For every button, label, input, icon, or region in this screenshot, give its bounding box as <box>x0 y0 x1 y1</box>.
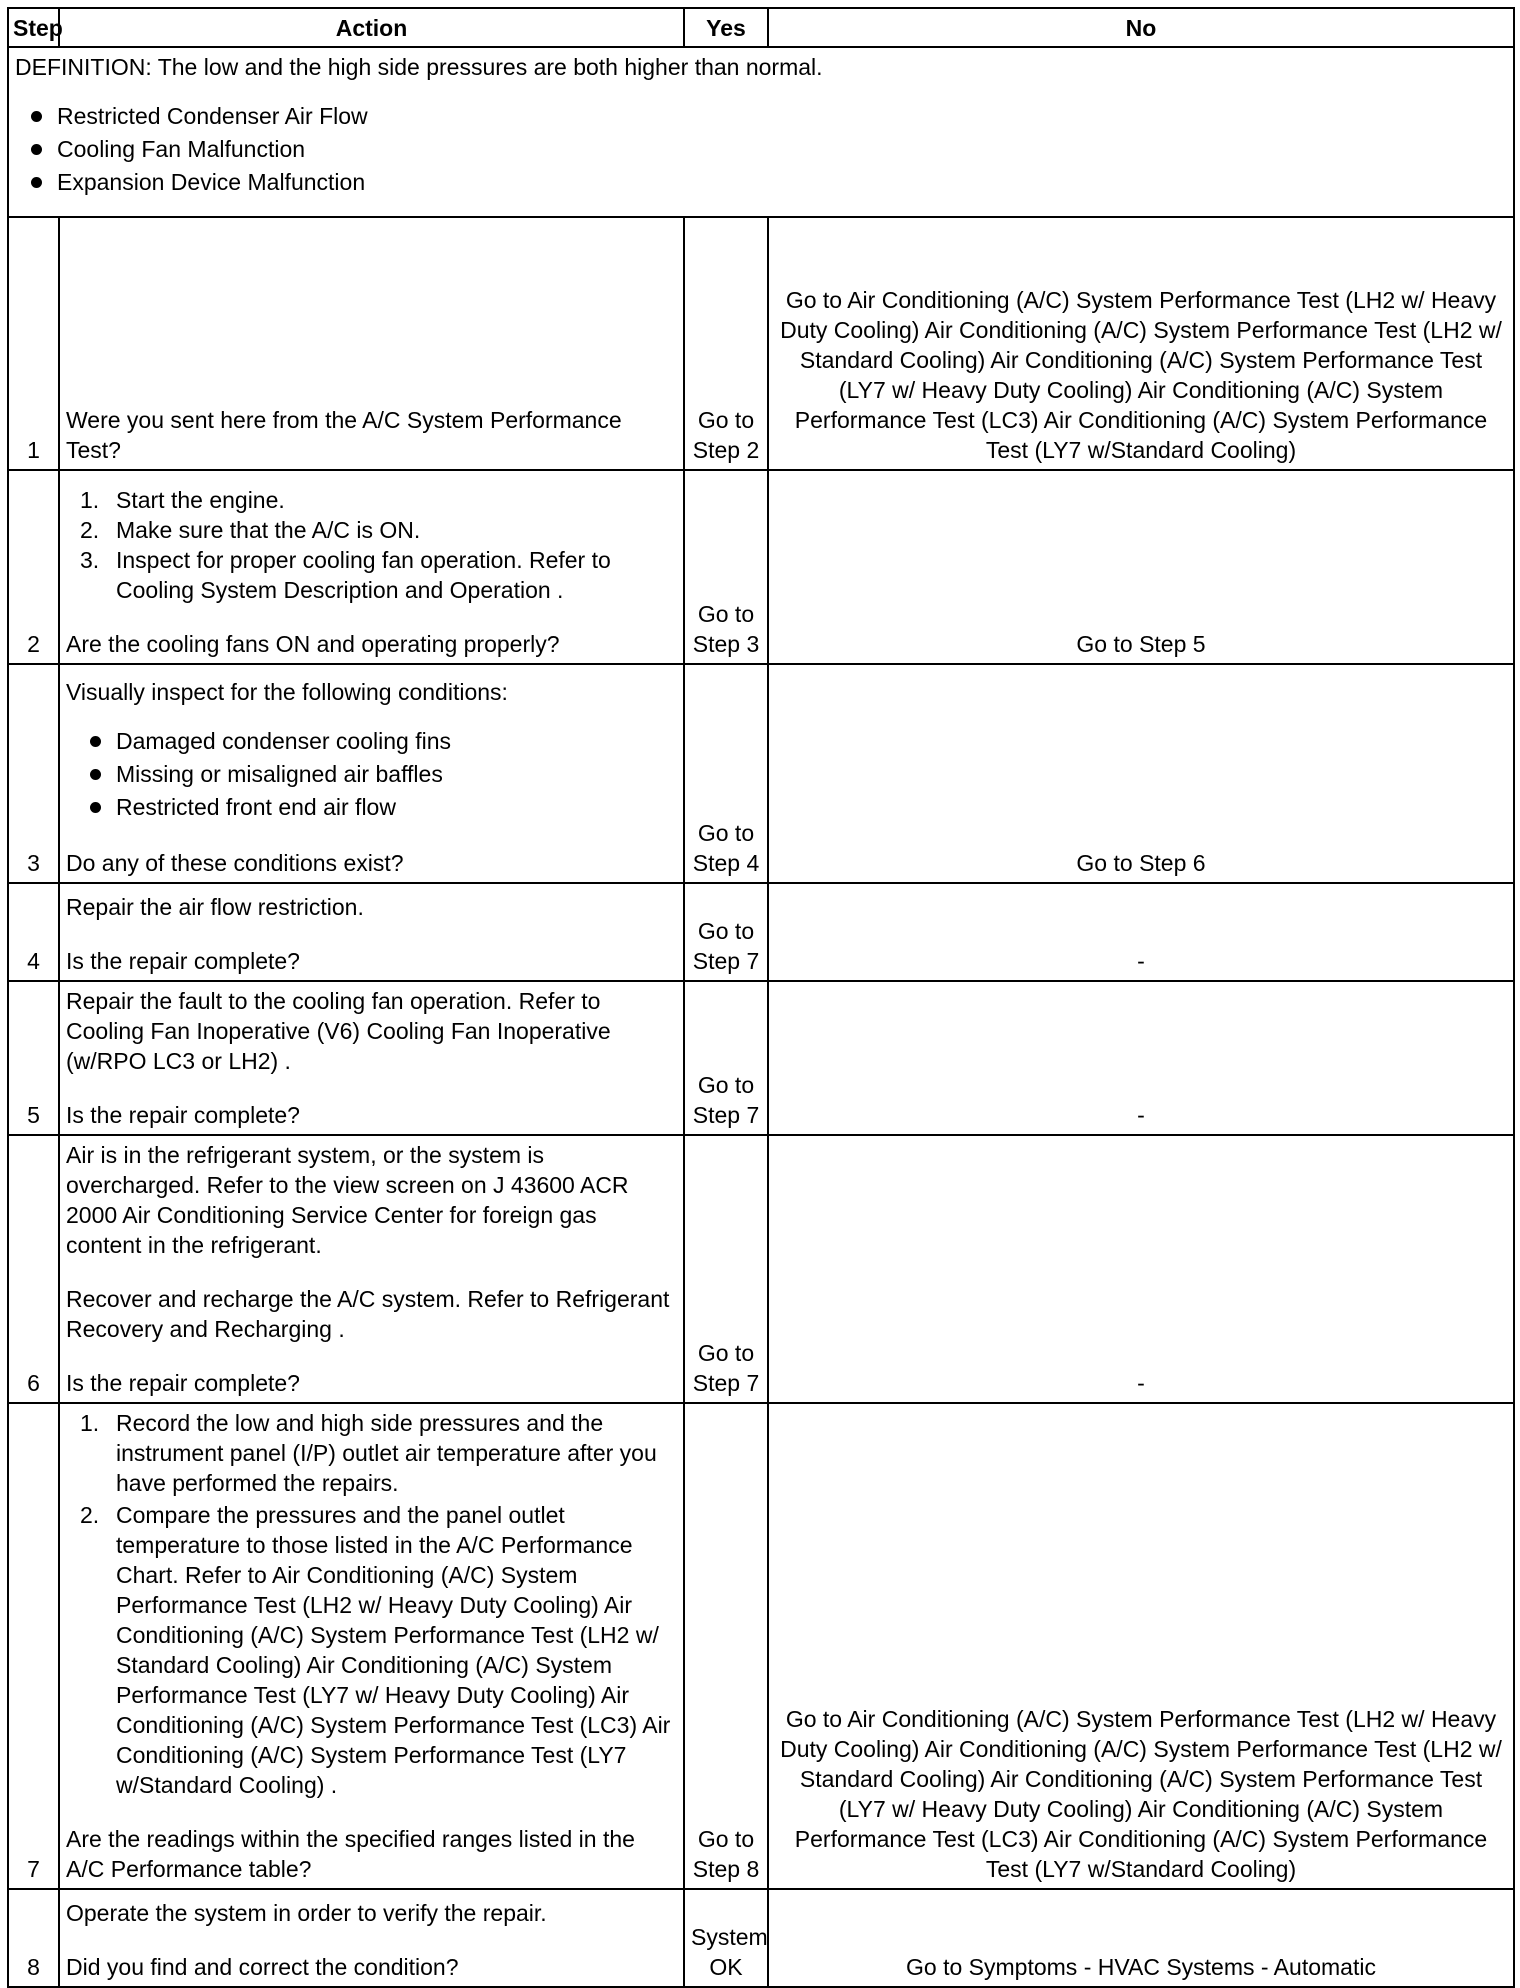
action-intro: Operate the system in order to verify the repair. <box>66 1900 547 1926</box>
action-question: Did you find and correct the condition? <box>66 1954 459 1980</box>
table-row-step-3 <box>8 664 1514 883</box>
action-cell <box>59 1135 684 1403</box>
yes-answer: System OK <box>691 1924 768 1980</box>
yes-cell <box>684 664 768 883</box>
definition-row <box>8 47 1514 217</box>
no-answer: Go to Step 5 <box>1076 631 1206 657</box>
no-answer: Go to Air Conditioning (A/C) System Performance Test (LH2 w/ Heavy Duty Cooling) Air Conditioning (A/C) System Performance Test (LH2 w/ Standard Cooling) Air Conditioning (A/C) System Performance Test (LY7 w/ Heavy Duty Cooling) Air Conditioning (A/C) System Performance Test (LC3) Air Conditioning (A/C) System Performance Test (LY7 w/Standard Cooling) <box>780 1706 1502 1882</box>
action-intro: Air is in the refrigerant system, or the system is overcharged. Refer to the view screen on J 43600 ACR 2000 Air Conditioning Service Center for foreign gas content in the refrigerant. <box>66 1142 629 1258</box>
header-step: Step <box>8 8 59 47</box>
no-cell <box>768 883 1514 981</box>
definition-bullets <box>15 100 1507 199</box>
action-question: Is the repair complete? <box>66 948 300 974</box>
action-intro: Repair the fault to the cooling fan operation. Refer to Cooling Fan Inoperative (V6) Cooling Fan Inoperative (w/RPO LC3 or LH2) . <box>66 988 611 1074</box>
action-cell <box>59 217 684 470</box>
no-cell <box>768 1403 1514 1889</box>
definition-bullet: Expansion Device Malfunction <box>15 166 1507 199</box>
definition-bullet: Restricted Condenser Air Flow <box>15 100 1507 133</box>
diagnostic-page <box>7 7 1515 1988</box>
step-number: 1 <box>8 217 59 470</box>
action-question: Is the repair complete? <box>66 1370 300 1396</box>
action-intro: Repair the air flow restriction. <box>66 894 364 920</box>
step-number: 6 <box>8 1135 59 1403</box>
yes-answer: Go to Step 7 <box>692 918 760 974</box>
header-no: No <box>768 8 1514 47</box>
action-question: Were you sent here from the A/C System Performance Test? <box>66 407 622 463</box>
header-yes: Yes <box>684 8 768 47</box>
step-number: 4 <box>8 883 59 981</box>
header-row <box>8 8 1514 47</box>
definition-bullet: Cooling Fan Malfunction <box>15 133 1507 166</box>
step-number: 8 <box>8 1889 59 1987</box>
action-question: Do any of these conditions exist? <box>66 850 404 876</box>
action-cell <box>59 1889 684 1987</box>
definition-cell <box>8 47 1514 217</box>
yes-answer: Go to Step 8 <box>692 1826 760 1882</box>
list-item: Damaged condenser cooling fins <box>66 725 677 758</box>
step-number: 5 <box>8 981 59 1135</box>
action-intro-2: Recover and recharge the A/C system. Refer to Refrigerant Recovery and Recharging . <box>66 1286 670 1342</box>
action-question: Is the repair complete? <box>66 1102 300 1128</box>
table-row-step-5 <box>8 981 1514 1135</box>
no-answer: Go to Step 6 <box>1076 850 1206 876</box>
action-cell <box>59 1403 684 1889</box>
table-row-step-2 <box>8 470 1514 664</box>
no-cell <box>768 1135 1514 1403</box>
yes-answer: Go to Step 3 <box>692 601 760 657</box>
condition-list <box>66 725 677 824</box>
action-cell <box>59 470 684 664</box>
action-steps <box>66 1408 677 1800</box>
table-row-step-1 <box>8 217 1514 470</box>
yes-cell <box>684 883 768 981</box>
list-item: 2. Make sure that the A/C is ON. <box>80 517 421 543</box>
list-item: 3. Inspect for proper cooling fan operation. Refer to Cooling System Description and Operation . <box>80 547 611 603</box>
step-number: 3 <box>8 664 59 883</box>
diagnostic-table <box>7 7 1515 1988</box>
yes-answer: Go to Step 7 <box>692 1340 760 1396</box>
header-action: Action <box>59 8 684 47</box>
no-cell <box>768 1889 1514 1987</box>
yes-cell <box>684 217 768 470</box>
table-row-step-7 <box>8 1403 1514 1889</box>
no-cell <box>768 470 1514 664</box>
action-question: Are the readings within the specified ranges listed in the A/C Performance table? <box>66 1826 635 1882</box>
no-answer: - <box>1137 1102 1145 1128</box>
yes-cell <box>684 981 768 1135</box>
definition-text: DEFINITION: The low and the high side pressures are both higher than normal. <box>15 54 823 80</box>
action-cell <box>59 981 684 1135</box>
table-row-step-4 <box>8 883 1514 981</box>
yes-cell <box>684 1403 768 1889</box>
action-intro: Visually inspect for the following conditions: <box>66 679 508 705</box>
table-row-step-8 <box>8 1889 1514 1987</box>
no-answer: - <box>1137 1370 1145 1396</box>
list-item: 1. Start the engine. <box>80 487 285 513</box>
no-answer: Go to Symptoms - HVAC Systems - Automatic <box>906 1954 1376 1980</box>
yes-answer: Go to Step 4 <box>692 820 760 876</box>
yes-answer: Go to Step 7 <box>692 1072 760 1128</box>
no-cell <box>768 981 1514 1135</box>
list-item: 2. Compare the pressures and the panel outlet temperature to those listed in the A/C Performance Chart. Refer to Air Conditioning (A/C) System Performance Test (LH2 w/ Heavy Duty Cooling) Air Conditioning (A/C) System Performance Test (LH2 w/ Standard Cooling) Air Conditioning (A/C) System Performance Test (LY7 w/ Heavy Duty Cooling) Air Conditioning (A/C) System Performance Test (LC3) Air Conditioning (A/C) System Performance Test (LY7 w/Standard Cooling) . <box>80 1502 671 1798</box>
yes-cell <box>684 1135 768 1403</box>
step-number: 7 <box>8 1403 59 1889</box>
no-cell <box>768 217 1514 470</box>
no-answer: Go to Air Conditioning (A/C) System Performance Test (LH2 w/ Heavy Duty Cooling) Air Conditioning (A/C) System Performance Test (LH2 w/ Standard Cooling) Air Conditioning (A/C) System Performance Test (LY7 w/ Heavy Duty Cooling) Air Conditioning (A/C) System Performance Test (LC3) Air Conditioning (A/C) System Performance Test (LY7 w/Standard Cooling) <box>780 287 1502 463</box>
no-answer: - <box>1137 948 1145 974</box>
action-steps <box>66 485 677 605</box>
action-cell <box>59 664 684 883</box>
list-item: Restricted front end air flow <box>66 791 677 824</box>
table-row-step-6 <box>8 1135 1514 1403</box>
yes-answer: Go to Step 2 <box>692 407 760 463</box>
yes-cell <box>684 470 768 664</box>
action-cell <box>59 883 684 981</box>
step-number: 2 <box>8 470 59 664</box>
list-item: Missing or misaligned air baffles <box>66 758 677 791</box>
no-cell <box>768 664 1514 883</box>
list-item: 1. Record the low and high side pressures and the instrument panel (I/P) outlet air temperature after you have performed the repairs. <box>80 1410 657 1496</box>
action-question: Are the cooling fans ON and operating properly? <box>66 631 560 657</box>
yes-cell <box>684 1889 768 1987</box>
